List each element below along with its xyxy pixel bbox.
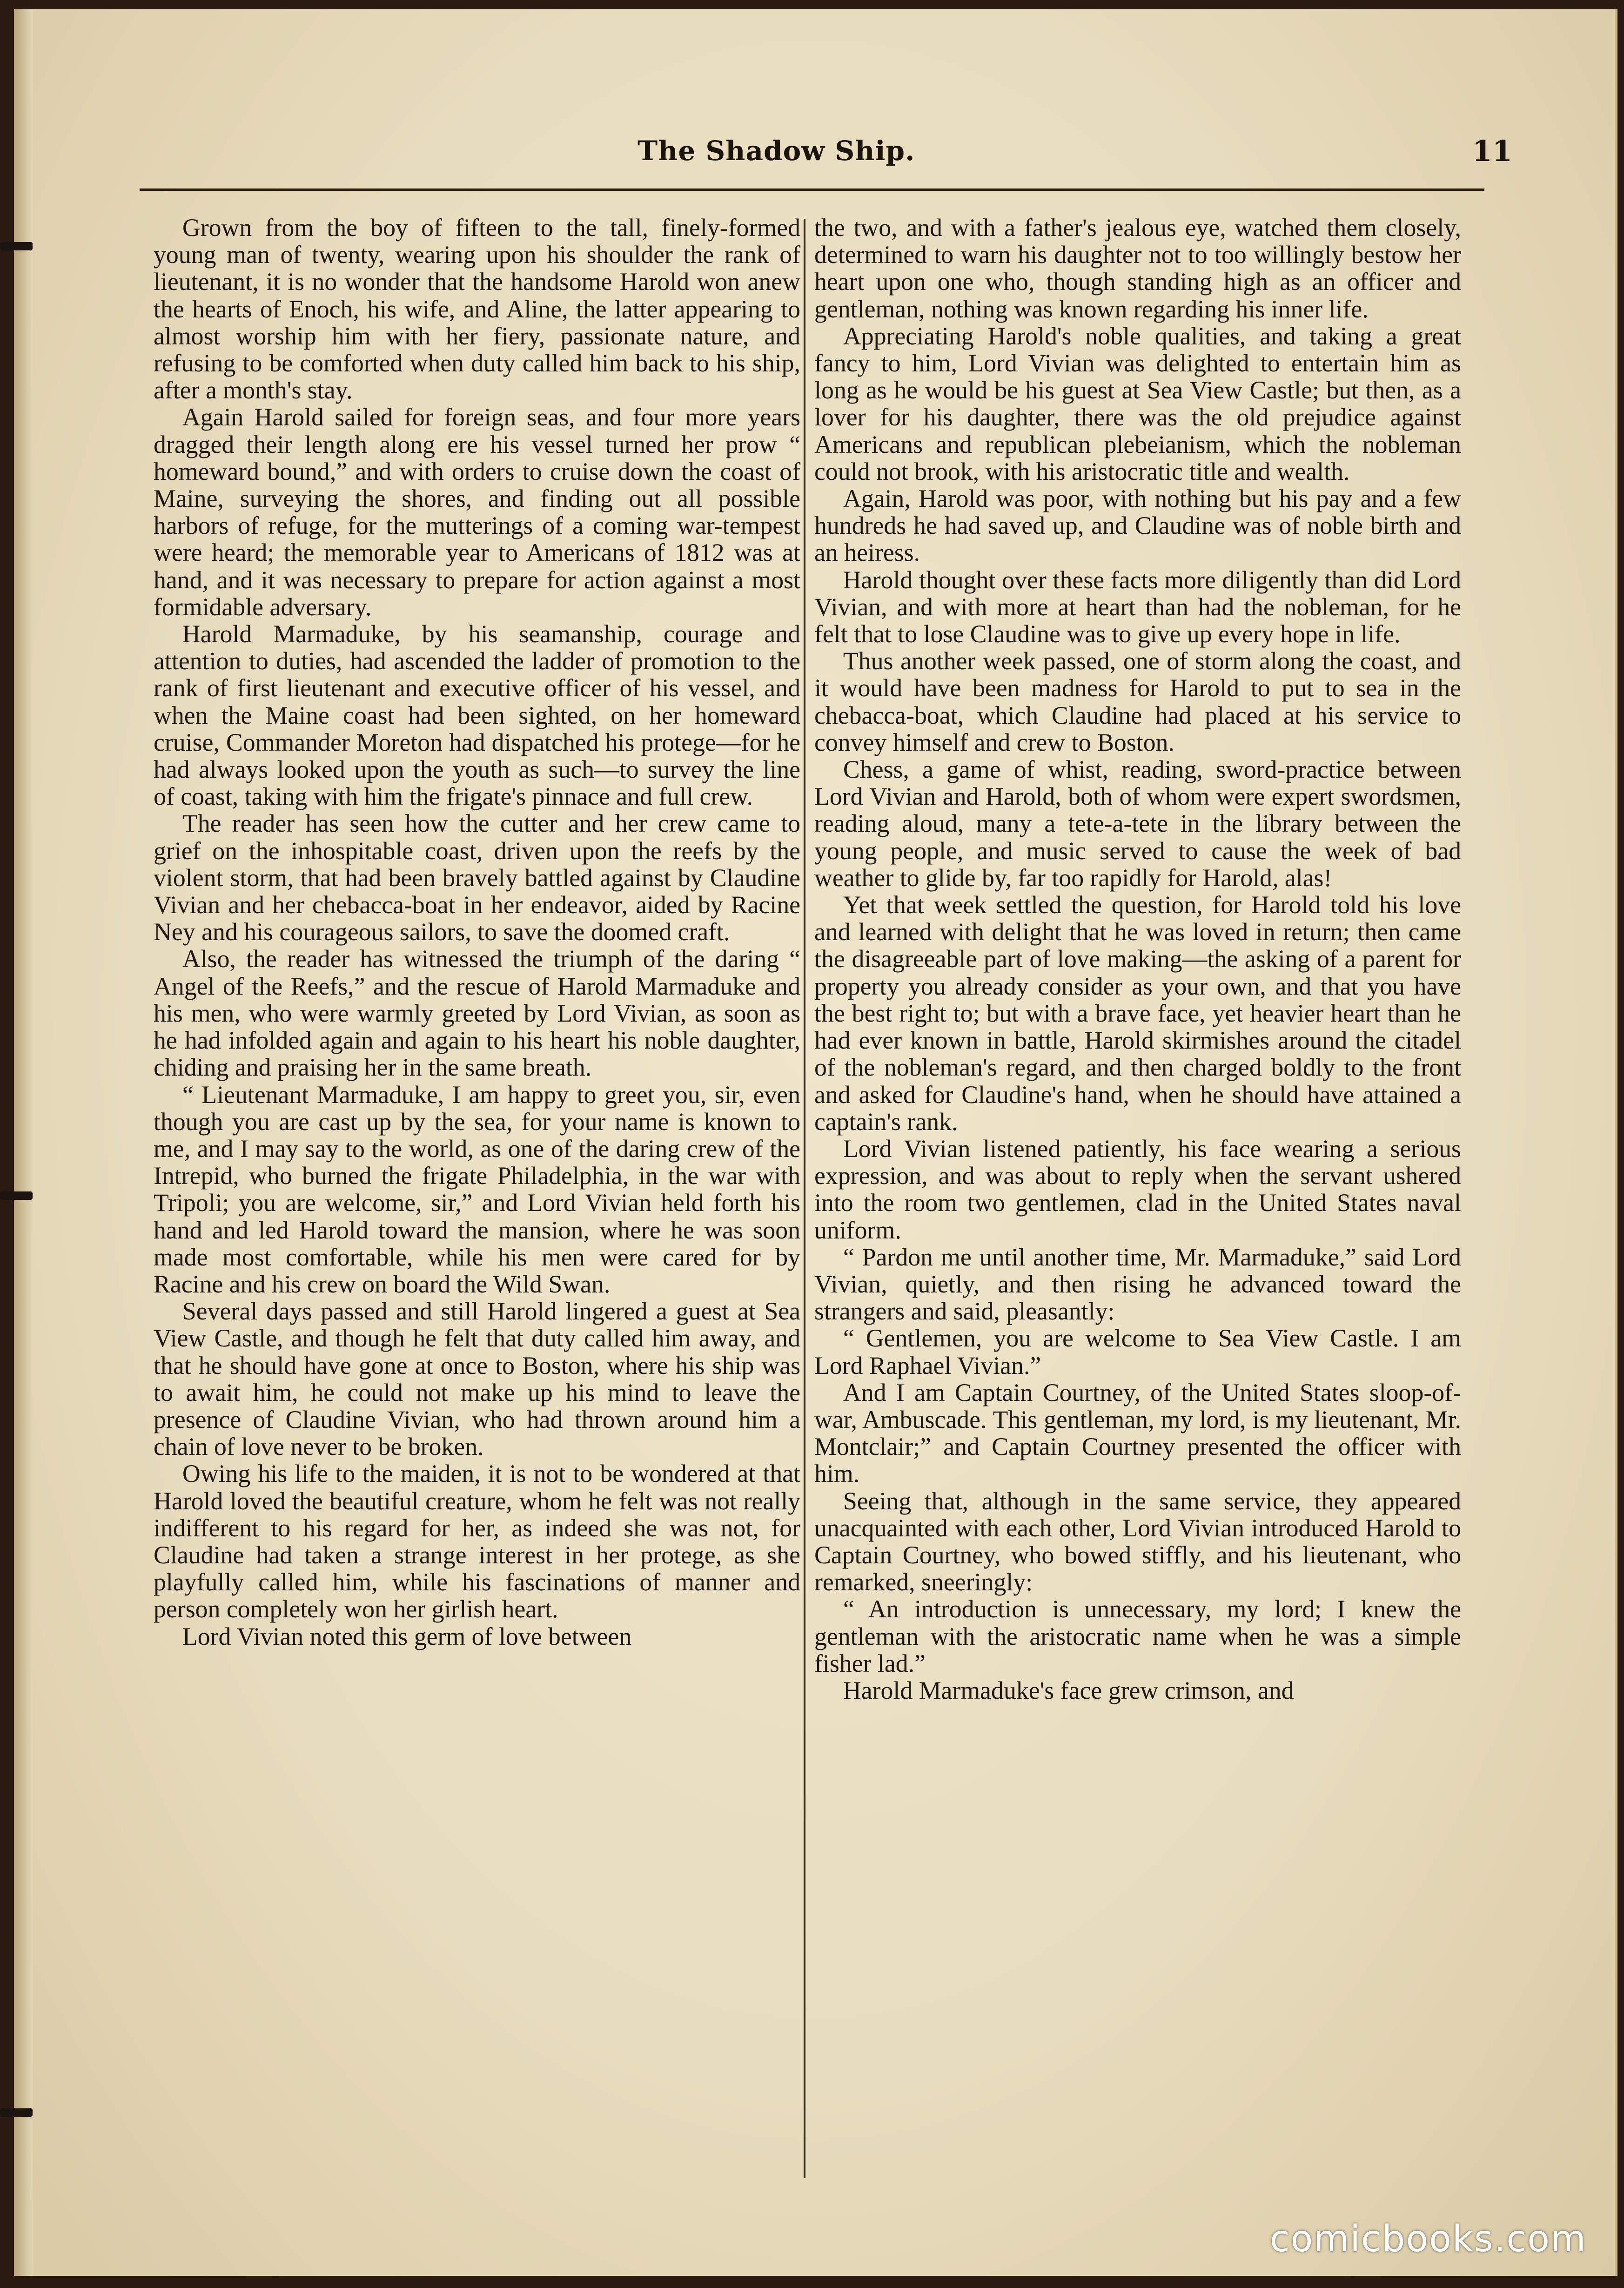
column-divider xyxy=(804,219,805,2178)
left-column xyxy=(154,214,800,1650)
paragraph: And I am Captain Courtney, of the United States sloop-of-war, Ambuscade. This gentleman, my lord, is my lieutenant, Mr. Montclair;” and Captain Courtney presented the officer with him. xyxy=(814,1378,1461,1488)
paragraph: Harold Marmaduke's face grew crimson, and xyxy=(843,1676,1294,1704)
running-header xyxy=(638,135,1512,182)
binding-stitch xyxy=(0,2108,33,2117)
page-number: 11 xyxy=(1472,134,1512,168)
paragraph: the two, and with a father's jealous eye, watched them closely, determined to warn his daughter not to too willingly bestow her heart upon one who, though standing high as an officer and gentleman, nothing was known regarding his inner life. xyxy=(814,214,1461,323)
paragraph: Several days passed and still Harold lingered a guest at Sea View Castle, and though he felt that duty called him away, and that he should have gone at once to Boston, where his ship was to await him, he could not make up his mind to leave the presence of Claudine Vivian, who had thrown around him a chain of love never to be broken. xyxy=(154,1297,800,1461)
paragraph: Lord Vivian noted this germ of love between xyxy=(182,1622,632,1650)
running-title: The Shadow Ship. xyxy=(638,135,915,167)
paragraph: Harold thought over these facts more diligently than did Lord Vivian, and with more at heart than had the nobleman, for he felt that to lose Claudine was to give up every hope in life. xyxy=(814,565,1461,648)
paragraph: Again, Harold was poor, with nothing but his pay and a few hundreds he had saved up, and Claudine was of noble birth and an heiress. xyxy=(814,485,1461,567)
paragraph: Chess, a game of whist, reading, sword-practice between Lord Vivian and Harold, both of whom were expert swordsmen, reading aloud, many a tete-a-tete in the library between the young people, and music served to cause the week of bad weather to glide by, far too rapidly for Harold, alas! xyxy=(814,755,1461,892)
header-rule xyxy=(140,188,1484,191)
paragraph: “ Gentlemen, you are welcome to Sea View Castle. I am Lord Raphael Vivian.” xyxy=(814,1324,1461,1380)
paragraph: Lord Vivian listened patiently, his face wearing a serious expression, and was about to reply when the servant ushered into the room two gentlemen, clad in the United States naval uniform. xyxy=(814,1134,1461,1244)
paragraph: Appreciating Harold's noble qualities, and taking a great fancy to him, Lord Vivian was delighted to entertain him as long as he would be his guest at Sea View Castle; but then, as a lover for his daughter, there was the old prejudice against Americans and republican plebeianism, which the nobleman could not brook, with his aristocratic title and wealth. xyxy=(814,322,1461,485)
paragraph: Also, the reader has witnessed the triumph of the daring “ Angel of the Reefs,” and the rescue of Harold Marmaduke and his men, who were warmly greeted by Lord Vivian, as soon as he had infolded again and again to his heart his noble daughter, chiding and praising her in the same breath. xyxy=(154,945,800,1082)
binding-stitch xyxy=(0,242,33,250)
paragraph: Again Harold sailed for foreign seas, and four more years dragged their length along ere his vessel turned her prow “ homeward bound,” and with orders to cruise down the coast of Maine, surveying the shores, and finding out all possible harbors of refuge, for the mutterings of a coming war-tempest were heard; the memorable year to Americans of 1812 was at hand, and it was necessary to prepare for action against a most formidable adversary. xyxy=(154,403,800,621)
paragraph: Harold Marmaduke, by his seamanship, courage and attention to duties, had ascended the ladder of promotion to the rank of first lieutenant and executive officer of his vessel, and when the Maine coast had been sighted, on her homeward cruise, Commander Moreton had dispatched his protege—for he had always looked upon the youth as such—to survey the line of coast, taking with him the frigate's pinnace and full crew. xyxy=(154,620,800,811)
paragraph: “ An introduction is unnecessary, my lord; I knew the gentleman with the aristocratic name when he was a simple fisher lad.” xyxy=(814,1595,1461,1677)
paragraph: The reader has seen how the cutter and her crew came to grief on the inhospitable coast, driven upon the reefs by the violent storm, that had been bravely battled against by Claudine Vivian and her chebacca-boat in her endeavor, aided by Racine Ney and his courageous sailors, to save the doomed craft. xyxy=(154,809,800,946)
binding-stitch xyxy=(0,1191,33,1200)
binding-edge xyxy=(14,9,33,2276)
paragraph: “ Pardon me until another time, Mr. Marmaduke,” said Lord Vivian, quietly, and then rising he advanced toward the strangers and said, pleasantly: xyxy=(814,1243,1461,1326)
paragraph: Thus another week passed, one of storm along the coast, and it would have been madness for Harold to put to sea in the chebacca-boat, which Claudine had placed at his service to convey himself and crew to Boston. xyxy=(814,647,1461,756)
paragraph: Yet that week settled the question, for Harold told his love and learned with delight that he was loved in return; then came the disagreeable part of love making—the asking of a parent for property you already consider as your own, and that you have the best right to; but with a brave face, yet heavier heart than he had ever known in battle, Harold skirmishes around the citadel of the nobleman's regard, and then charged boldly to the front and asked for Claudine's hand, when he should have attained a captain's rank. xyxy=(814,891,1461,1136)
paragraph: Grown from the boy of fifteen to the tall, finely-formed young man of twenty, wearing upon his shoulder the rank of lieutenant, it is no wonder that the handsome Harold won anew the hearts of Enoch, his wife, and Aline, the latter appearing to almost worship him with her fiery, passionate nature, and refusing to be comforted when duty called him back to his ship, after a month's stay. xyxy=(154,214,800,404)
paragraph: “ Lieutenant Marmaduke, I am happy to greet you, sir, even though you are cast up by the sea, for your name is known to me, and I may say to the world, as one of the daring crew of the Intrepid, who burned the frigate Philadelphia, in the war with Tripoli; you are welcome, sir,” and Lord Vivian held forth his hand and led Harold toward the mansion, where he was soon made most comfortable, while his men were cared for by Racine and his crew on board the Wild Swan. xyxy=(154,1080,800,1298)
paragraph: Owing his life to the maiden, it is not to be wondered at that Harold loved the beautiful creature, whom he felt was not really indifferent to his regard for her, as indeed she was not, for Claudine had taken a strange interest in her protege, as she playfully called him, while his fascinations of manner and person completely won her girlish heart. xyxy=(154,1460,800,1623)
watermark: comicbooks.com xyxy=(1269,2218,1587,2260)
right-column xyxy=(814,214,1461,1704)
paragraph: Seeing that, although in the same service, they appeared unacquainted with each other, Lord Vivian introduced Harold to Captain Courtney, who bowed stiffly, and his lieutenant, who remarked, sneeringly: xyxy=(814,1487,1461,1596)
